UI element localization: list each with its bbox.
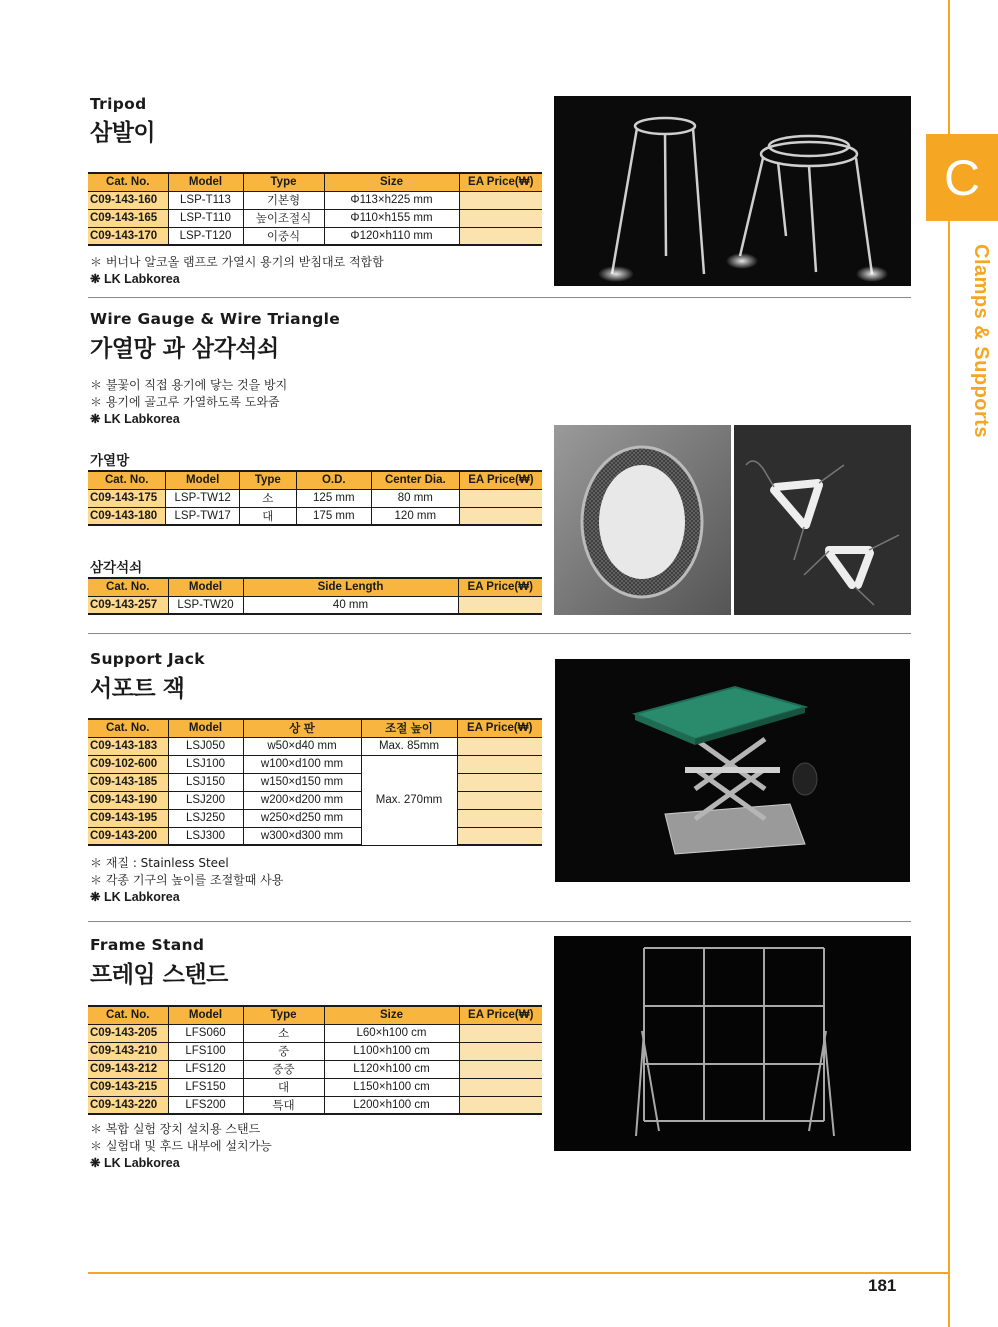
size: L150×h100 cm <box>324 1078 459 1096</box>
header-cat-no: Cat. No. <box>88 578 168 596</box>
gauge-subtitle: 가열망 <box>90 453 130 469</box>
model: LSJ300 <box>168 827 243 845</box>
size: L100×h100 cm <box>324 1042 459 1060</box>
header-od: O.D. <box>296 471 371 489</box>
table-row <box>88 191 542 209</box>
header-type: Type <box>243 1006 324 1024</box>
price <box>459 227 542 245</box>
table-row <box>88 755 542 773</box>
cat-no: C09-143-185 <box>88 773 168 791</box>
model: LSJ050 <box>168 737 243 755</box>
header-center-dia: Center Dia. <box>371 471 459 489</box>
frame-stand-photo <box>554 936 911 1151</box>
plate-size: w250×d250 mm <box>243 809 361 827</box>
size: Φ110×h155 mm <box>324 209 459 227</box>
table-row <box>88 227 542 245</box>
height-range: Max. 270mm <box>361 755 457 845</box>
price <box>459 1078 542 1096</box>
plate-size: w200×d200 mm <box>243 791 361 809</box>
wire-notes <box>90 377 287 428</box>
header-plate: 상 판 <box>243 719 361 737</box>
table-row <box>88 791 542 809</box>
center-dia: 120 mm <box>371 507 459 525</box>
size: Φ113×h225 mm <box>324 191 459 209</box>
type: 소 <box>243 1024 324 1042</box>
price <box>457 773 542 791</box>
cat-no: C09-143-212 <box>88 1060 168 1078</box>
size: L60×h100 cm <box>324 1024 459 1042</box>
type: 대 <box>243 1078 324 1096</box>
price <box>459 507 542 525</box>
center-dia: 80 mm <box>371 489 459 507</box>
type: 중중 <box>243 1060 324 1078</box>
header-price: EA Price(₩) <box>457 719 542 737</box>
header-model: Model <box>168 719 243 737</box>
header-cat-no: Cat. No. <box>88 719 168 737</box>
table-row <box>88 809 542 827</box>
price <box>459 1024 542 1042</box>
type: 중 <box>243 1042 324 1060</box>
cat-no: C09-143-257 <box>88 596 168 614</box>
note-line: ＊ 용기에 골고루 가열하도록 도와줌 <box>90 395 280 409</box>
cat-no: C09-143-190 <box>88 791 168 809</box>
header-side-length: Side Length <box>243 578 458 596</box>
table-row <box>88 489 542 507</box>
height-range: Max. 85mm <box>361 737 457 755</box>
section-divider <box>88 921 911 922</box>
tripod-photo <box>554 96 911 286</box>
header-price: EA Price(₩) <box>459 471 542 489</box>
cat-no: C09-143-180 <box>88 507 166 525</box>
wire-gauge-photo <box>554 425 731 615</box>
triangle-subtitle: 삼각석쇠 <box>90 560 143 576</box>
model: LSJ250 <box>168 809 243 827</box>
price <box>459 209 542 227</box>
jack-title-ko: 서포트 잭 <box>90 676 185 702</box>
price <box>459 1060 542 1078</box>
type: 특대 <box>243 1096 324 1114</box>
type: 높이조절식 <box>243 209 324 227</box>
table-row <box>88 737 542 755</box>
note-line: ＊ 재질 : Stainless Steel <box>90 856 229 870</box>
frame-notes <box>90 1121 272 1172</box>
note-line: ＊ 버너나 알코올 램프로 가열시 용기의 받침대로 적합함 <box>90 255 384 269</box>
type: 대 <box>239 507 296 525</box>
model: LSP-TW17 <box>166 507 239 525</box>
side-length: 40 mm <box>243 596 458 614</box>
model: LSP-TW20 <box>168 596 243 614</box>
size: Φ120×h110 mm <box>324 227 459 245</box>
model: LSJ200 <box>168 791 243 809</box>
jack-title-en: Support Jack <box>90 650 205 668</box>
cat-no: C09-143-210 <box>88 1042 168 1060</box>
table-row <box>88 1042 542 1060</box>
price <box>457 827 542 845</box>
model: LFS120 <box>168 1060 243 1078</box>
tripod-notes <box>90 254 384 288</box>
table-row <box>88 1078 542 1096</box>
page-number: 181 <box>868 1276 897 1295</box>
header-cat-no: Cat. No. <box>88 471 166 489</box>
brand-label: ❋ LK Labkorea <box>90 412 180 426</box>
table-row <box>88 507 542 525</box>
model: LFS200 <box>168 1096 243 1114</box>
price <box>457 791 542 809</box>
model: LSJ100 <box>168 755 243 773</box>
cat-no: C09-143-165 <box>88 209 168 227</box>
header-model: Model <box>166 471 239 489</box>
header-model: Model <box>168 173 243 191</box>
cat-no: C09-143-200 <box>88 827 168 845</box>
price <box>459 1042 542 1060</box>
frame-title-ko: 프레임 스탠드 <box>90 962 228 988</box>
brand-label: ❋ LK Labkorea <box>90 890 180 904</box>
note-line: ＊ 실험대 및 후드 내부에 설치가능 <box>90 1139 272 1153</box>
plate-size: w150×d150 mm <box>243 773 361 791</box>
size: L120×h100 cm <box>324 1060 459 1078</box>
wire-triangle-photo <box>734 425 911 615</box>
od: 125 mm <box>296 489 371 507</box>
wire-title-ko: 가열망 과 삼각석쇠 <box>90 336 279 362</box>
model: LSP-TW12 <box>166 489 239 507</box>
chapter-label: Clamps & Supports <box>970 244 992 439</box>
chapter-tab: C <box>926 134 998 221</box>
cat-no: C09-143-215 <box>88 1078 168 1096</box>
support-jack-photo <box>555 659 910 882</box>
brand-label: ❋ LK Labkorea <box>90 1156 180 1170</box>
note-line: ＊ 불꽃이 직접 용기에 닿는 것을 방지 <box>90 378 288 392</box>
model: LFS060 <box>168 1024 243 1042</box>
header-model: Model <box>168 1006 243 1024</box>
wire-title-en: Wire Gauge & Wire Triangle <box>90 310 341 328</box>
header-cat-no: Cat. No. <box>88 1006 168 1024</box>
header-type: Type <box>243 173 324 191</box>
cat-no: C09-143-183 <box>88 737 168 755</box>
cat-no: C09-143-205 <box>88 1024 168 1042</box>
table-row <box>88 773 542 791</box>
brand-label: ❋ LK Labkorea <box>90 272 180 286</box>
header-height: 조절 높이 <box>361 719 457 737</box>
price <box>459 191 542 209</box>
type: 기본형 <box>243 191 324 209</box>
gauge-table <box>88 470 542 526</box>
table-row <box>88 1024 542 1042</box>
tripod-title-ko: 삼발이 <box>90 120 156 146</box>
cat-no: C09-143-175 <box>88 489 166 507</box>
plate-size: w300×d300 mm <box>243 827 361 845</box>
price <box>457 755 542 773</box>
jack-notes <box>90 855 283 906</box>
frame-table <box>88 1005 542 1115</box>
header-model: Model <box>168 578 243 596</box>
cat-no: C09-143-195 <box>88 809 168 827</box>
section-divider <box>88 633 911 634</box>
model: LSP-T113 <box>168 191 243 209</box>
price <box>459 489 542 507</box>
header-size: Size <box>324 173 459 191</box>
header-price: EA Price(₩) <box>458 578 542 596</box>
model: LSP-T120 <box>168 227 243 245</box>
table-row <box>88 1096 542 1114</box>
model: LSP-T110 <box>168 209 243 227</box>
cat-no: C09-143-220 <box>88 1096 168 1114</box>
header-price: EA Price(₩) <box>459 173 542 191</box>
triangle-table <box>88 577 542 615</box>
footer-line <box>88 1272 950 1274</box>
table-row <box>88 209 542 227</box>
size: L200×h100 cm <box>324 1096 459 1114</box>
header-cat-no: Cat. No. <box>88 173 168 191</box>
tripod-table <box>88 172 542 246</box>
frame-title-en: Frame Stand <box>90 936 205 954</box>
header-type: Type <box>239 471 296 489</box>
cat-no: C09-143-160 <box>88 191 168 209</box>
jack-table <box>88 718 542 846</box>
plate-size: w100×d100 mm <box>243 755 361 773</box>
model: LFS100 <box>168 1042 243 1060</box>
table-row <box>88 596 542 614</box>
model: LFS150 <box>168 1078 243 1096</box>
header-size: Size <box>324 1006 459 1024</box>
type: 소 <box>239 489 296 507</box>
od: 175 mm <box>296 507 371 525</box>
plate-size: w50×d40 mm <box>243 737 361 755</box>
table-row <box>88 1060 542 1078</box>
cat-no: C09-102-600 <box>88 755 168 773</box>
note-line: ＊ 각종 기구의 높이를 조절할때 사용 <box>90 873 284 887</box>
section-divider <box>88 297 911 298</box>
note-line: ＊ 복합 실험 장치 설치용 스탠드 <box>90 1122 261 1136</box>
header-price: EA Price(₩) <box>459 1006 542 1024</box>
model: LSJ150 <box>168 773 243 791</box>
cat-no: C09-143-170 <box>88 227 168 245</box>
price <box>458 596 542 614</box>
table-row <box>88 827 542 845</box>
price <box>459 1096 542 1114</box>
price <box>457 809 542 827</box>
price <box>457 737 542 755</box>
tripod-title-en: Tripod <box>90 95 147 113</box>
type: 이중식 <box>243 227 324 245</box>
